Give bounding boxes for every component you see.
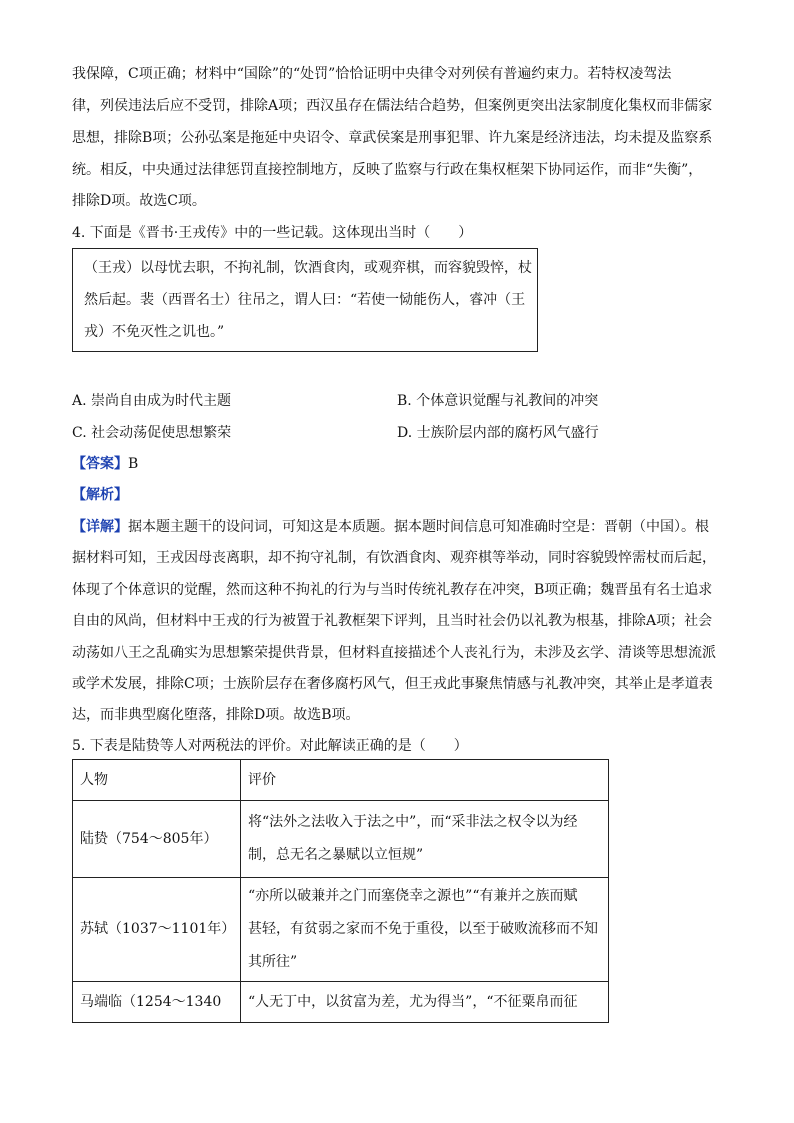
- table-header-row: [73, 760, 609, 801]
- header-cell: 人物: [73, 760, 241, 801]
- material-line: 然后起。裴（西晋名士）往吊之，谓人曰：“若使一恸能伤人，睿冲（王: [84, 292, 526, 308]
- option-d: D. 士族阶层内部的腐朽风气盛行: [397, 425, 599, 441]
- detail-line: 自由的风尚，但材料中王戎的行为被置于礼教框架下评判，且当时社会仍以礼教为根基，排除A项；社会: [72, 613, 713, 629]
- material-box: [72, 248, 538, 352]
- person-cell: 马端临（1254～1340: [73, 982, 241, 1023]
- option-c: C. 社会动荡促使思想繁荣: [72, 425, 232, 441]
- material-line: （王戎）以母忧去职，不拘礼制，饮酒食肉，或观弈棋，而容貌毁悴，杖: [84, 260, 532, 276]
- detail-line: 体现了个体意识的觉醒，然而这种不拘礼的行为与当时传统礼教存在冲突，B项正确；魏晋虽有名士追求: [72, 582, 713, 598]
- person-cell: 苏轼（1037～1101年）: [73, 878, 241, 982]
- evaluation-line: “亦所以破兼并之门而塞侥幸之源也”“有兼并之族而赋: [248, 888, 578, 904]
- answer-line: [72, 454, 138, 474]
- detail-text: 据本题主题干的设问词，可知这是本质题。据本题时间信息可知准确时空是：晋朝（中国）。根: [128, 519, 709, 535]
- evaluation-line: 其所往”: [248, 954, 298, 970]
- detail-line: 动荡如八王之乱确实为思想繁荣提供背景，但材料直接描述个人丧礼行为，未涉及玄学、清谈等思想流派: [72, 645, 716, 661]
- analysis-label: [72, 485, 128, 505]
- detail-line: 或学术发展，排除C项；士族阶层存在奢侈腐朽风气，但王戎此事聚焦情感与礼教冲突，其举止是孝道表: [72, 676, 713, 692]
- table-row: [73, 878, 609, 982]
- evaluation-line: 将“法外之法收入于法之中”，而“采非法之权令以为经: [248, 814, 578, 830]
- detail-line: [72, 517, 709, 537]
- evaluation-line: 制，总无名之暴赋以立恒规”: [248, 847, 424, 863]
- answer-label: 【答案】: [72, 456, 128, 472]
- person-cell: 陆贽（754～805年）: [73, 801, 241, 878]
- text-line: 我保障，C项正确；材料中“国除”的“处罚”恰恰证明中央律令对列侯有普遍约束力。若特权凌驾法: [72, 66, 672, 82]
- answer-value: B: [128, 456, 139, 472]
- text-line: 律，列侯违法后应不受罚，排除A项；西汉虽存在儒法结合趋势，但案例更突出法家制度化集权而非儒家: [72, 98, 713, 114]
- text-line: 思想，排除B项；公孙弘案是拖延中央诏令、章武侯案是刑事犯罪、许九案是经济违法，均未提及监察系: [72, 130, 713, 146]
- evaluation-cell: [241, 982, 609, 1023]
- option-a: A. 崇尚自由成为时代主题: [72, 393, 232, 409]
- detail-line: 达，而非典型腐化堕落，排除D项。故选B项。: [72, 707, 360, 723]
- material-line: 戎）不免灭性之讥也。”: [84, 324, 225, 340]
- table-row: [73, 982, 609, 1023]
- question-5-stem: 5. 下表是陆贽等人对两税法的评价。对此解读正确的是（ ）: [72, 738, 468, 754]
- evaluation-line: 甚轻，有贫弱之家而不免于重役，以至于破败流移而不知: [248, 921, 598, 937]
- detail-line: 据材料可知，王戎因母丧离职，却不拘守礼制，有饮酒食肉、观弈棋等举动，同时容貌毁悴需杖而后起，: [72, 550, 716, 566]
- text-line: 排除D项。故选C项。: [72, 193, 206, 209]
- header-cell: 评价: [241, 760, 609, 801]
- evaluation-line: “人无丁中，以贫富为差，尤为得当”，“不征粟帛而征: [248, 993, 578, 1010]
- question-4-stem: 4. 下面是《晋书·王戎传》中的一些记载。这体现出当时（ ）: [72, 225, 473, 241]
- evaluation-cell: [241, 878, 609, 982]
- table-row: [73, 801, 609, 878]
- evaluation-cell: [241, 801, 609, 878]
- analysis-tag: 【解析】: [72, 487, 128, 503]
- detail-label: 【详解】: [72, 519, 128, 535]
- evaluation-table: [72, 759, 609, 1023]
- option-b: B. 个体意识觉醒与礼教间的冲突: [397, 393, 599, 409]
- text-line: 统。相反，中央通过法律惩罚直接控制地方，反映了监察与行政在集权框架下协同运作，而非“失衡”，: [72, 162, 703, 178]
